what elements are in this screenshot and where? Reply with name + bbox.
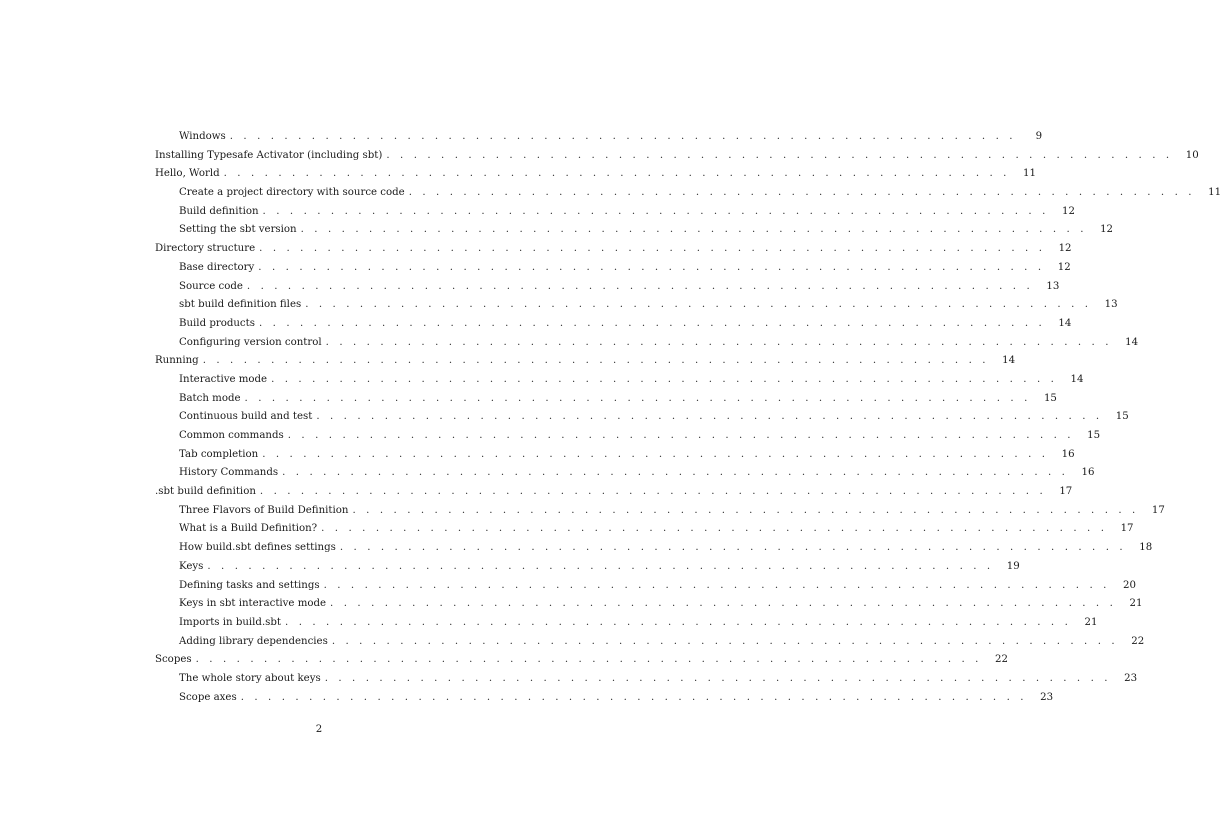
toc-entry-title[interactable]: Build definition	[179, 205, 259, 217]
toc-entry-title[interactable]: Continuous build and test	[179, 411, 313, 423]
toc-entry[interactable]	[0, 128, 1043, 147]
toc-entry-title[interactable]: Keys in sbt interactive mode	[179, 598, 327, 610]
toc-entry[interactable]	[0, 577, 1136, 596]
toc-entry-title[interactable]: Directory structure	[155, 243, 256, 255]
toc-entry-title[interactable]: Common commands	[179, 430, 284, 441]
toc-entry[interactable]	[0, 539, 1153, 558]
toc-entry-title[interactable]: Configuring version control	[179, 336, 322, 348]
toc-entry[interactable]	[0, 483, 1073, 502]
toc-entry[interactable]	[0, 614, 1098, 633]
toc-entry-line	[179, 184, 1221, 203]
toc-leader-dots: . . . . . . . . . . . . . . . . . . . . . . . . . . . . . . . . . . . . . . . . . . . . . . . . . . . . . . . . . .	[325, 336, 1113, 348]
toc-leader-dots: . . . . . . . . . . . . . . . . . . . . . . . . . . . . . . . . . . . . . . . . . . . . . . . . . . . . . . . . . .	[305, 299, 1092, 311]
toc-entry-line	[179, 614, 1098, 633]
toc-leader-dots: . . . . . . . . . . . . . . . . . . . . . . . . . . . . . . . . . . . . . . . . . . . . . . . . . . . . . . . . . .	[195, 654, 983, 666]
toc-entry-page[interactable]: 21	[1129, 598, 1143, 610]
toc-entry[interactable]	[0, 633, 1145, 652]
toc-entry-title[interactable]: Create a project directory with source code	[179, 187, 405, 199]
toc-entry-page[interactable]: 15	[1115, 411, 1129, 423]
toc-leader-dots: . . . . . . . . . . . . . . . . . . . . . . . . . . . . . . . . . . . . . . . . . . . . . . . . . . . . . . . . . .	[223, 168, 1011, 180]
toc-entry-title[interactable]: Scope axes	[179, 691, 237, 703]
toc-entry[interactable]	[0, 259, 1071, 278]
toc-entry-line	[179, 595, 1143, 614]
toc-entry-title[interactable]: Base directory	[179, 261, 255, 273]
toc-entry-line	[179, 670, 1138, 689]
toc-entry-title[interactable]: Setting the sbt version	[179, 224, 297, 236]
toc-entry[interactable]	[0, 184, 1221, 203]
toc-entry-line	[179, 520, 1134, 539]
toc-entry[interactable]	[0, 334, 1139, 353]
toc-leader-dots: . . . . . . . . . . . . . . . . . . . . . . . . . . . . . . . . . . . . . . . . . . . . . . . . . . . . . . . . . .	[262, 448, 1049, 460]
toc-entry[interactable]	[0, 502, 1165, 521]
toc-entry-line	[179, 203, 1075, 222]
toc-leader-dots: . . . . . . . . . . . . . . . . . . . . . . . . . . . . . . . . . . . . . . . . . . . . . . . . . . . . . . . . . .	[258, 317, 1046, 329]
toc-entry-line	[179, 259, 1071, 278]
toc-entry[interactable]	[0, 595, 1143, 614]
toc-entry-line	[155, 147, 1199, 166]
toc-entry-line	[179, 689, 1054, 708]
toc-entry-title[interactable]: Running	[155, 355, 199, 367]
toc-entry[interactable]	[0, 221, 1114, 240]
toc-entry-title[interactable]: Adding library dependencies	[179, 635, 328, 647]
toc-entry[interactable]	[0, 371, 1084, 390]
toc-leader-dots: . . . . . . . . . . . . . . . . . . . . . . . . . . . . . . . . . . . . . . . . . . . . . . . . . . . . . . . . . .	[244, 392, 1031, 404]
toc-entry-page[interactable]: 22	[1131, 635, 1145, 647]
toc-entry-line	[179, 464, 1095, 483]
toc-entry[interactable]	[0, 165, 1037, 184]
toc-entry-line	[155, 240, 1072, 259]
toc-leader-dots: . . . . . . . . . . . . . . . . . . . . . . . . . . . . . . . . . . . . . . . . . . . . . . . . . . . . . . . . . .	[324, 672, 1112, 684]
toc-entry-page[interactable]: 11	[1208, 187, 1221, 199]
toc-entry-title[interactable]: What is a Build Definition?	[179, 523, 318, 535]
toc-entry-title[interactable]: Batch mode	[179, 392, 241, 404]
toc-leader-dots: . . . . . . . . . . . . . . . . . . . . . . . . . . . . . . . . . . . . . . . . . . . . . . . . . . . . . . . . . .	[262, 205, 1049, 217]
toc-entry-page[interactable]: 20	[1123, 579, 1136, 591]
toc-entry-title[interactable]: Tab completion	[179, 448, 259, 460]
toc-leader-dots: . . . . . . . . . . . . . . . . . . . . . . . . . . . . . . . . . . . . . . . . . . . . . . . . . . . . . . . . . .	[408, 187, 1196, 199]
toc-entry[interactable]	[0, 427, 1101, 446]
toc-entry-title[interactable]: The whole story about keys	[179, 672, 321, 684]
toc-leader-dots: . . . . . . . . . . . . . . . . . . . . . . . . . . . . . . . . . . . . . . . . . . . . . . . . . . . . . . . . . .	[323, 579, 1110, 591]
toc-leader-dots: . . . . . . . . . . . . . . . . . . . . . . . . . . . . . . . . . . . . . . . . . . . . . . . . . . . . . . . . . .	[246, 280, 1034, 292]
toc-entry-page[interactable]: 12	[1057, 261, 1071, 273]
toc-entry[interactable]	[0, 408, 1129, 427]
toc-entry-page[interactable]: 16	[1081, 467, 1095, 479]
toc-entry-page[interactable]: 11	[1023, 168, 1037, 180]
toc-entry-title[interactable]: Scopes	[155, 654, 192, 666]
toc-entry-page[interactable]: 23	[1040, 691, 1054, 703]
toc-entry[interactable]	[0, 520, 1134, 539]
toc-entry-title[interactable]: Windows	[179, 131, 226, 142]
toc-entry-page[interactable]: 23	[1124, 672, 1138, 684]
toc-entry[interactable]	[0, 689, 1054, 708]
toc-entry-line	[179, 315, 1072, 334]
page-number: 2	[315, 724, 323, 735]
toc-leader-dots: . . . . . . . . . . . . . . . . . . . . . . . . . . . . . . . . . . . . . . . . . . . . . . . . . . . . . . . . . .	[259, 486, 1047, 498]
toc-leader-dots: . . . . . . . . . . . . . . . . . . . . . . . . . . . . . . . . . . . . . . . . . . . . . . . . . . . . . . . . . .	[321, 523, 1108, 535]
toc-leader-dots: . . . . . . . . . . . . . . . . . . . . . . . . . . . . . . . . . . . . . . . . . . . . . . . . . . . . . . . . . .	[339, 542, 1127, 554]
toc-entry-title[interactable]: Hello, World	[155, 168, 220, 180]
toc-entry-page[interactable]: 14	[1070, 373, 1084, 385]
toc-entry-title[interactable]: Build products	[179, 317, 255, 329]
toc-entry[interactable]	[0, 651, 1009, 670]
toc-leader-dots: . . . . . . . . . . . . . . . . . . . . . . . . . . . . . . . . . . . . . . . . . . . . . . . . . . . . . . . . . .	[285, 616, 1072, 628]
toc-entry[interactable]	[0, 446, 1075, 465]
toc-entry-line	[155, 483, 1073, 502]
toc-entry-page[interactable]: 15	[1087, 430, 1101, 441]
toc-entry-page[interactable]: 14	[1058, 317, 1072, 329]
toc-entry-line	[179, 577, 1136, 596]
toc-leader-dots: . . . . . . . . . . . . . . . . . . . . . . . . . . . . . . . . . . . . . . . . . . . . . . . . . . . . . . . . . .	[259, 243, 1046, 255]
toc-entry[interactable]	[0, 240, 1072, 259]
toc-entry-line	[179, 539, 1153, 558]
toc-entry-page[interactable]: 13	[1104, 299, 1118, 311]
toc-entry-page[interactable]: 12	[1061, 205, 1075, 217]
toc-entry-page[interactable]: 17	[1059, 486, 1073, 498]
toc-entry-title[interactable]: sbt build definition files	[179, 299, 302, 311]
toc-leader-dots: . . . . . . . . . . . . . . . . . . . . . . . . . . . . . . . . . . . . . . . . . . . . . . . . . . . . . . . . . .	[316, 411, 1103, 423]
toc-entry-page[interactable]: 22	[995, 654, 1009, 666]
toc-entry-page[interactable]: 17	[1120, 523, 1134, 535]
toc-entry-page[interactable]: 13	[1046, 280, 1060, 292]
toc-entry-title[interactable]: .sbt build definition	[155, 486, 256, 498]
toc-leader-dots: . . . . . . . . . . . . . . . . . . . . . . . . . . . . . . . . . . . . . . . . . . . . . . . . . . . . . . . . . .	[287, 430, 1075, 441]
toc-entry-line	[155, 651, 1009, 670]
table-of-contents	[0, 128, 1221, 707]
toc-leader-dots: . . . . . . . . . . . . . . . . . . . . . . . . . . . . . . . . . . . . . . . . . . . . . . . . . . . . . . . . . .	[386, 149, 1173, 161]
toc-entry-line	[179, 427, 1101, 446]
toc-entry-line	[179, 502, 1165, 521]
toc-entry[interactable]	[0, 203, 1075, 222]
toc-entry-page[interactable]: 15	[1043, 392, 1057, 404]
toc-entry[interactable]	[0, 278, 1060, 297]
toc-entry-title[interactable]: History Commands	[179, 467, 279, 479]
toc-entry-line	[179, 296, 1118, 315]
toc-entry-line	[179, 446, 1075, 465]
toc-entry[interactable]	[0, 352, 1016, 371]
toc-entry-title[interactable]: Imports in build.sbt	[179, 616, 282, 628]
toc-entry-page[interactable]: 17	[1151, 504, 1165, 516]
toc-entry-page[interactable]: 21	[1084, 616, 1098, 628]
toc-leader-dots: . . . . . . . . . . . . . . . . . . . . . . . . . . . . . . . . . . . . . . . . . . . . . . . . . . . . . . . . . .	[282, 467, 1069, 479]
toc-entry-title[interactable]: Source code	[179, 280, 243, 292]
toc-entry-line	[179, 558, 1020, 577]
toc-entry-title[interactable]: Three Flavors of Build Definition	[179, 504, 349, 516]
toc-entry[interactable]	[0, 296, 1118, 315]
toc-leader-dots: . . . . . . . . . . . . . . . . . . . . . . . . . . . . . . . . . . . . . . . . . . . . . . . . . . . . . . . . . .	[331, 635, 1119, 647]
toc-leader-dots: . . . . . . . . . . . . . . . . . . . . . . . . . . . . . . . . . . . . . . . . . . . . . . . . . . . . . . . . . .	[240, 691, 1028, 703]
toc-entry[interactable]	[0, 558, 1020, 577]
toc-leader-dots: . . . . . . . . . . . . . . . . . . . . . . . . . . . . . . . . . . . . . . . . . . . . . . . . . . . . . . . . . .	[258, 261, 1045, 273]
toc-entry-page[interactable]: 18	[1139, 542, 1153, 554]
toc-entry-line	[179, 390, 1057, 409]
toc-leader-dots: . . . . . . . . . . . . . . . . . . . . . . . . . . . . . . . . . . . . . . . . . . . . . . . . . . . . . . . . . .	[271, 373, 1058, 385]
toc-entry-page[interactable]: 10	[1185, 149, 1199, 161]
toc-entry-page[interactable]: 9	[1035, 131, 1043, 142]
toc-entry-page[interactable]: 12	[1058, 243, 1072, 255]
toc-entry-title[interactable]: Interactive mode	[179, 373, 268, 385]
toc-entry[interactable]	[0, 315, 1072, 334]
toc-entry[interactable]	[0, 390, 1057, 409]
toc-entry-page[interactable]: 16	[1061, 448, 1075, 460]
toc-entry-page[interactable]: 19	[1006, 560, 1020, 572]
toc-entry-line	[179, 221, 1114, 240]
toc-leader-dots: . . . . . . . . . . . . . . . . . . . . . . . . . . . . . . . . . . . . . . . . . . . . . . . . . . . . . . . . . .	[300, 224, 1088, 236]
toc-entry-page[interactable]: 14	[1125, 336, 1139, 348]
toc-entry-line	[155, 165, 1037, 184]
toc-entry[interactable]	[0, 464, 1095, 483]
toc-entry-line	[179, 334, 1139, 353]
toc-entry-line	[179, 633, 1145, 652]
toc-entry-page[interactable]: 12	[1100, 224, 1114, 236]
toc-entry-line	[155, 352, 1016, 371]
toc-entry-title[interactable]: How build.sbt defines settings	[179, 542, 336, 554]
toc-entry-line	[179, 408, 1129, 427]
toc-entry-line	[179, 128, 1043, 147]
toc-leader-dots: . . . . . . . . . . . . . . . . . . . . . . . . . . . . . . . . . . . . . . . . . . . . . . . . . . . . . . . . . .	[352, 504, 1139, 516]
toc-entry[interactable]	[0, 147, 1199, 166]
toc-leader-dots: . . . . . . . . . . . . . . . . . . . . . . . . . . . . . . . . . . . . . . . . . . . . . . . . . . . . . . . . . .	[330, 598, 1117, 610]
toc-entry-line	[179, 278, 1060, 297]
toc-entry-title[interactable]: Installing Typesafe Activator (including sbt)	[155, 149, 383, 161]
toc-entry[interactable]	[0, 670, 1138, 689]
toc-leader-dots: . . . . . . . . . . . . . . . . . . . . . . . . . . . . . . . . . . . . . . . . . . . . . . . . . . . . . . . . . .	[207, 560, 994, 572]
toc-leader-dots: . . . . . . . . . . . . . . . . . . . . . . . . . . . . . . . . . . . . . . . . . . . . . . . . . . . . . . . . . .	[202, 355, 990, 367]
toc-entry-line	[179, 371, 1084, 390]
toc-entry-title[interactable]: Defining tasks and settings	[179, 579, 320, 591]
toc-entry-title[interactable]: Keys	[179, 560, 204, 572]
toc-entry-page[interactable]: 14	[1002, 355, 1016, 367]
toc-leader-dots: . . . . . . . . . . . . . . . . . . . . . . . . . . . . . . . . . . . . . . . . . . . . . . . . . . . . . . . . . .	[229, 131, 1017, 142]
